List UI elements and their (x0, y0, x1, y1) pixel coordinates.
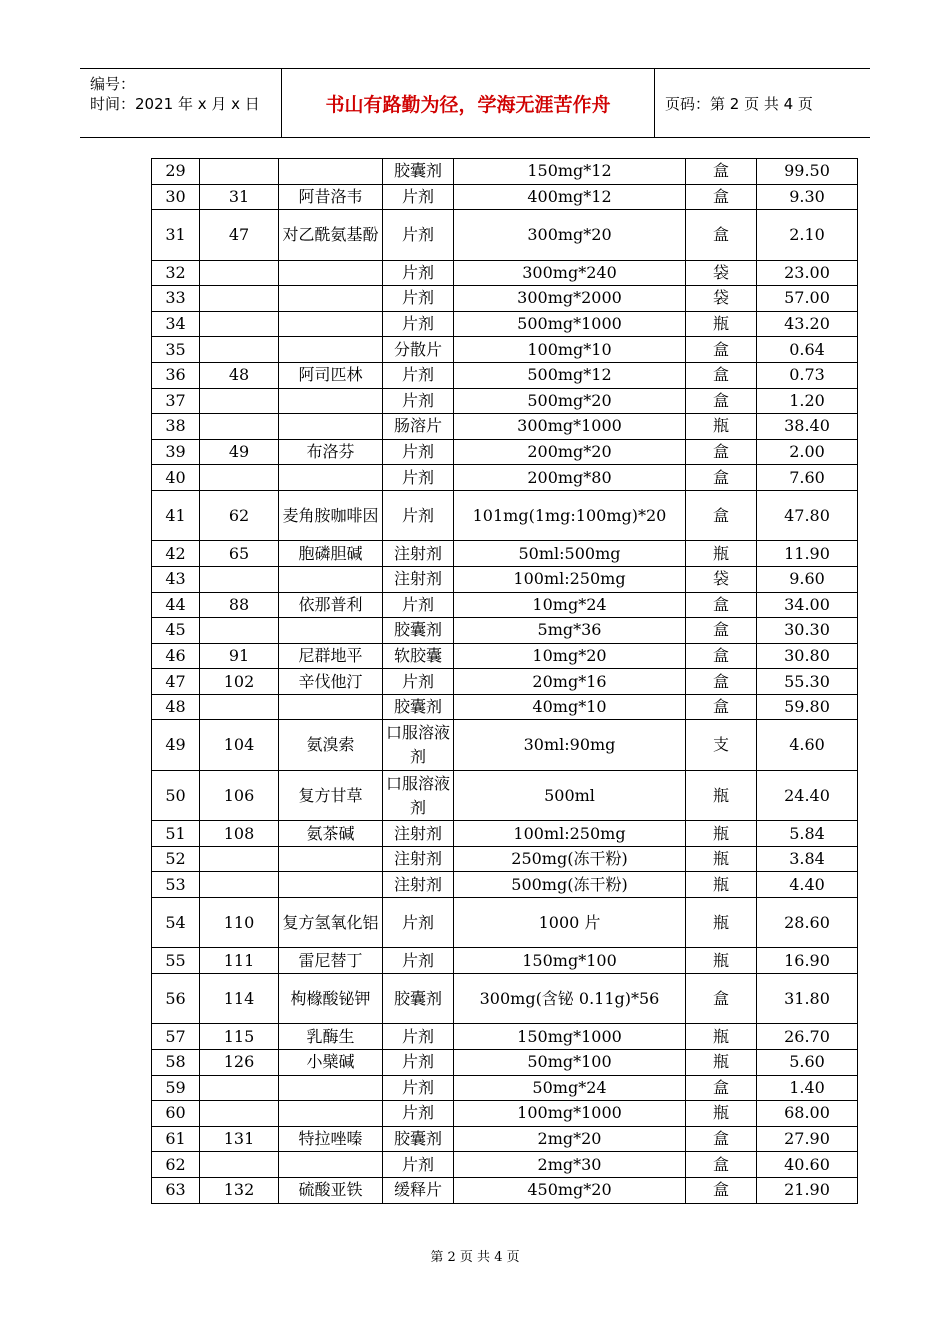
cell-unit: 盒 (686, 159, 757, 185)
cell-catalog-number: 104 (200, 720, 279, 770)
cell-drug-name (279, 618, 383, 644)
cell-drug-name: 对乙酰氨基酚 (279, 210, 383, 260)
cell-row-number: 44 (152, 592, 200, 618)
cell-specification: 300mg*20 (454, 210, 686, 260)
table-row (152, 490, 858, 540)
table-row (152, 414, 858, 440)
cell-row-number: 57 (152, 1024, 200, 1050)
cell-catalog-number (200, 1152, 279, 1178)
cell-row-number: 63 (152, 1177, 200, 1203)
cell-row-number: 51 (152, 821, 200, 847)
cell-specification: 10mg*20 (454, 643, 686, 669)
cell-price: 99.50 (757, 159, 858, 185)
cell-price: 9.60 (757, 566, 858, 592)
cell-price: 5.84 (757, 821, 858, 847)
cell-catalog-number (200, 1075, 279, 1101)
cell-catalog-number: 91 (200, 643, 279, 669)
header-page-info: 页码：第 2 页 共 4 页 (665, 94, 813, 113)
cell-specification: 500mg*20 (454, 388, 686, 414)
cell-catalog-number (200, 286, 279, 312)
cell-drug-name: 氨溴索 (279, 720, 383, 770)
cell-drug-name: 小檗碱 (279, 1050, 383, 1076)
page-footer: 第 2 页 共 4 页 (430, 1250, 520, 1265)
cell-price: 7.60 (757, 465, 858, 491)
table-row (152, 159, 858, 185)
cell-row-number: 50 (152, 770, 200, 820)
cell-dosage-form: 片剂 (383, 1152, 454, 1178)
cell-specification: 101mg(1mg:100mg)*20 (454, 490, 686, 540)
cell-unit: 盒 (686, 210, 757, 260)
table-row (152, 1177, 858, 1203)
cell-unit: 袋 (686, 566, 757, 592)
cell-catalog-number: 65 (200, 541, 279, 567)
drug-price-table (151, 158, 858, 1204)
cell-specification: 300mg*2000 (454, 286, 686, 312)
cell-row-number: 39 (152, 439, 200, 465)
cell-specification: 100mg*1000 (454, 1101, 686, 1127)
cell-price: 47.80 (757, 490, 858, 540)
cell-catalog-number: 62 (200, 490, 279, 540)
header-meta-cell (80, 69, 282, 137)
cell-dosage-form: 片剂 (383, 1075, 454, 1101)
table-row (152, 465, 858, 491)
cell-drug-name: 硫酸亚铁 (279, 1177, 383, 1203)
cell-dosage-form: 口服溶液剂 (383, 770, 454, 820)
cell-price: 55.30 (757, 669, 858, 695)
cell-catalog-number (200, 566, 279, 592)
cell-dosage-form: 胶囊剂 (383, 1126, 454, 1152)
table-row (152, 1024, 858, 1050)
cell-dosage-form: 片剂 (383, 592, 454, 618)
cell-catalog-number: 47 (200, 210, 279, 260)
cell-dosage-form: 注射剂 (383, 821, 454, 847)
cell-catalog-number (200, 465, 279, 491)
cell-drug-name (279, 311, 383, 337)
cell-dosage-form: 注射剂 (383, 541, 454, 567)
table-row (152, 1101, 858, 1127)
cell-unit: 盒 (686, 1152, 757, 1178)
cell-catalog-number (200, 388, 279, 414)
cell-price: 28.60 (757, 898, 858, 948)
cell-dosage-form: 片剂 (383, 898, 454, 948)
cell-row-number: 60 (152, 1101, 200, 1127)
cell-drug-name (279, 1152, 383, 1178)
cell-unit: 瓶 (686, 872, 757, 898)
cell-specification: 500mg(冻干粉) (454, 872, 686, 898)
cell-unit: 盒 (686, 974, 757, 1024)
cell-catalog-number: 49 (200, 439, 279, 465)
cell-row-number: 56 (152, 974, 200, 1024)
cell-drug-name: 氨茶碱 (279, 821, 383, 847)
cell-drug-name: 依那普利 (279, 592, 383, 618)
cell-row-number: 52 (152, 846, 200, 872)
cell-specification: 2mg*30 (454, 1152, 686, 1178)
cell-price: 68.00 (757, 1101, 858, 1127)
cell-drug-name: 特拉唑嗪 (279, 1126, 383, 1152)
cell-row-number: 45 (152, 618, 200, 644)
cell-specification: 50mg*100 (454, 1050, 686, 1076)
cell-dosage-form: 片剂 (383, 1050, 454, 1076)
cell-dosage-form: 胶囊剂 (383, 694, 454, 720)
cell-row-number: 34 (152, 311, 200, 337)
cell-row-number: 42 (152, 541, 200, 567)
cell-price: 2.00 (757, 439, 858, 465)
cell-drug-name: 枸橼酸铋钾 (279, 974, 383, 1024)
cell-drug-name: 雷尼替丁 (279, 948, 383, 974)
cell-unit: 盒 (686, 1126, 757, 1152)
cell-drug-name (279, 286, 383, 312)
cell-catalog-number: 111 (200, 948, 279, 974)
cell-specification: 250mg(冻干粉) (454, 846, 686, 872)
cell-unit: 盒 (686, 592, 757, 618)
cell-catalog-number (200, 337, 279, 363)
cell-row-number: 43 (152, 566, 200, 592)
header-motto: 书山有路勤为径，学海无涯苦作舟 (282, 69, 655, 137)
cell-price: 0.73 (757, 362, 858, 388)
cell-specification: 50mg*24 (454, 1075, 686, 1101)
cell-unit: 袋 (686, 260, 757, 286)
cell-drug-name (279, 566, 383, 592)
cell-unit: 瓶 (686, 1101, 757, 1127)
cell-specification: 10mg*24 (454, 592, 686, 618)
cell-specification: 200mg*80 (454, 465, 686, 491)
cell-drug-name (279, 1075, 383, 1101)
cell-unit: 瓶 (686, 311, 757, 337)
cell-drug-name (279, 337, 383, 363)
table-row (152, 1050, 858, 1076)
cell-price: 23.00 (757, 260, 858, 286)
table-row (152, 286, 858, 312)
cell-dosage-form: 片剂 (383, 184, 454, 210)
table-row (152, 974, 858, 1024)
cell-dosage-form: 片剂 (383, 210, 454, 260)
cell-drug-name (279, 260, 383, 286)
table-row (152, 184, 858, 210)
cell-specification: 5mg*36 (454, 618, 686, 644)
cell-drug-name: 阿昔洛韦 (279, 184, 383, 210)
cell-catalog-number: 102 (200, 669, 279, 695)
table-row (152, 311, 858, 337)
cell-unit: 瓶 (686, 898, 757, 948)
cell-specification: 300mg(含铋 0.11g)*56 (454, 974, 686, 1024)
table-row (152, 541, 858, 567)
cell-row-number: 55 (152, 948, 200, 974)
cell-specification: 50ml:500mg (454, 541, 686, 567)
cell-dosage-form: 注射剂 (383, 566, 454, 592)
table-row (152, 260, 858, 286)
cell-specification: 450mg*20 (454, 1177, 686, 1203)
cell-unit: 盒 (686, 669, 757, 695)
cell-catalog-number: 108 (200, 821, 279, 847)
cell-catalog-number: 31 (200, 184, 279, 210)
table-row (152, 1075, 858, 1101)
cell-dosage-form: 片剂 (383, 1024, 454, 1050)
cell-dosage-form: 片剂 (383, 490, 454, 540)
cell-dosage-form: 片剂 (383, 1101, 454, 1127)
cell-specification: 20mg*16 (454, 669, 686, 695)
cell-dosage-form: 肠溶片 (383, 414, 454, 440)
cell-price: 9.30 (757, 184, 858, 210)
table-row (152, 210, 858, 260)
cell-price: 16.90 (757, 948, 858, 974)
cell-drug-name: 麦角胺咖啡因 (279, 490, 383, 540)
cell-drug-name (279, 414, 383, 440)
cell-specification: 500ml (454, 770, 686, 820)
cell-catalog-number: 110 (200, 898, 279, 948)
cell-catalog-number: 126 (200, 1050, 279, 1076)
cell-price: 1.20 (757, 388, 858, 414)
cell-drug-name: 辛伐他汀 (279, 669, 383, 695)
cell-drug-name: 胞磷胆碱 (279, 541, 383, 567)
cell-drug-name: 复方氢氧化铝 (279, 898, 383, 948)
cell-unit: 瓶 (686, 541, 757, 567)
cell-catalog-number (200, 159, 279, 185)
cell-dosage-form: 胶囊剂 (383, 159, 454, 185)
cell-specification: 200mg*20 (454, 439, 686, 465)
table-row (152, 720, 858, 770)
cell-unit: 盒 (686, 439, 757, 465)
cell-specification: 500mg*1000 (454, 311, 686, 337)
table-row (152, 694, 858, 720)
table-row (152, 770, 858, 820)
cell-drug-name: 布洛芬 (279, 439, 383, 465)
cell-unit: 盒 (686, 618, 757, 644)
cell-price: 2.10 (757, 210, 858, 260)
cell-row-number: 41 (152, 490, 200, 540)
document-header (80, 68, 870, 138)
cell-specification: 150mg*12 (454, 159, 686, 185)
cell-price: 26.70 (757, 1024, 858, 1050)
cell-unit: 瓶 (686, 1024, 757, 1050)
cell-unit: 盒 (686, 337, 757, 363)
table-row (152, 669, 858, 695)
cell-drug-name (279, 465, 383, 491)
cell-price: 57.00 (757, 286, 858, 312)
table-row (152, 1152, 858, 1178)
cell-dosage-form: 胶囊剂 (383, 618, 454, 644)
cell-row-number: 37 (152, 388, 200, 414)
cell-row-number: 61 (152, 1126, 200, 1152)
cell-dosage-form: 片剂 (383, 669, 454, 695)
cell-catalog-number: 114 (200, 974, 279, 1024)
cell-dosage-form: 片剂 (383, 286, 454, 312)
cell-row-number: 38 (152, 414, 200, 440)
cell-catalog-number (200, 694, 279, 720)
cell-unit: 袋 (686, 286, 757, 312)
cell-unit: 盒 (686, 184, 757, 210)
cell-row-number: 36 (152, 362, 200, 388)
cell-drug-name (279, 694, 383, 720)
cell-price: 59.80 (757, 694, 858, 720)
table-row (152, 388, 858, 414)
cell-row-number: 33 (152, 286, 200, 312)
cell-row-number: 54 (152, 898, 200, 948)
cell-price: 27.90 (757, 1126, 858, 1152)
cell-dosage-form: 胶囊剂 (383, 974, 454, 1024)
cell-price: 3.84 (757, 846, 858, 872)
cell-drug-name (279, 159, 383, 185)
table-row (152, 846, 858, 872)
cell-price: 4.60 (757, 720, 858, 770)
cell-drug-name: 阿司匹林 (279, 362, 383, 388)
cell-specification: 30ml:90mg (454, 720, 686, 770)
table-row (152, 643, 858, 669)
cell-unit: 支 (686, 720, 757, 770)
cell-dosage-form: 片剂 (383, 388, 454, 414)
cell-dosage-form: 片剂 (383, 311, 454, 337)
cell-price: 4.40 (757, 872, 858, 898)
cell-dosage-form: 片剂 (383, 260, 454, 286)
cell-catalog-number: 88 (200, 592, 279, 618)
cell-price: 24.40 (757, 770, 858, 820)
cell-drug-name (279, 1101, 383, 1127)
cell-price: 1.40 (757, 1075, 858, 1101)
cell-price: 11.90 (757, 541, 858, 567)
table-row (152, 948, 858, 974)
table-row (152, 592, 858, 618)
cell-row-number: 47 (152, 669, 200, 695)
cell-unit: 盒 (686, 388, 757, 414)
cell-unit: 瓶 (686, 414, 757, 440)
cell-dosage-form: 注射剂 (383, 872, 454, 898)
cell-row-number: 35 (152, 337, 200, 363)
cell-drug-name: 乳酶生 (279, 1024, 383, 1050)
cell-row-number: 59 (152, 1075, 200, 1101)
cell-drug-name: 尼群地平 (279, 643, 383, 669)
cell-catalog-number (200, 311, 279, 337)
cell-specification: 150mg*1000 (454, 1024, 686, 1050)
cell-unit: 盒 (686, 465, 757, 491)
table-row (152, 872, 858, 898)
cell-dosage-form: 缓释片 (383, 1177, 454, 1203)
cell-drug-name: 复方甘草 (279, 770, 383, 820)
cell-unit: 瓶 (686, 948, 757, 974)
cell-unit: 盒 (686, 490, 757, 540)
table-row (152, 898, 858, 948)
number-label: 编号： (90, 75, 136, 93)
cell-row-number: 29 (152, 159, 200, 185)
table-row (152, 566, 858, 592)
table-row (152, 821, 858, 847)
cell-catalog-number: 48 (200, 362, 279, 388)
cell-catalog-number (200, 1101, 279, 1127)
cell-dosage-form: 软胶囊 (383, 643, 454, 669)
cell-dosage-form: 分散片 (383, 337, 454, 363)
cell-specification: 40mg*10 (454, 694, 686, 720)
cell-catalog-number: 131 (200, 1126, 279, 1152)
table-row (152, 1126, 858, 1152)
cell-row-number: 49 (152, 720, 200, 770)
cell-price: 0.64 (757, 337, 858, 363)
cell-dosage-form: 片剂 (383, 465, 454, 491)
table-row (152, 337, 858, 363)
cell-catalog-number (200, 260, 279, 286)
cell-row-number: 40 (152, 465, 200, 491)
cell-specification: 400mg*12 (454, 184, 686, 210)
cell-row-number: 31 (152, 210, 200, 260)
cell-dosage-form: 片剂 (383, 948, 454, 974)
cell-catalog-number: 115 (200, 1024, 279, 1050)
cell-row-number: 53 (152, 872, 200, 898)
cell-unit: 盒 (686, 362, 757, 388)
cell-unit: 盒 (686, 694, 757, 720)
cell-specification: 300mg*1000 (454, 414, 686, 440)
cell-drug-name (279, 388, 383, 414)
cell-price: 34.00 (757, 592, 858, 618)
cell-specification: 500mg*12 (454, 362, 686, 388)
cell-catalog-number (200, 872, 279, 898)
cell-unit: 盒 (686, 1177, 757, 1203)
cell-price: 40.60 (757, 1152, 858, 1178)
cell-specification: 300mg*240 (454, 260, 686, 286)
cell-catalog-number: 132 (200, 1177, 279, 1203)
cell-price: 31.80 (757, 974, 858, 1024)
cell-dosage-form: 片剂 (383, 362, 454, 388)
cell-specification: 100ml:250mg (454, 821, 686, 847)
cell-unit: 瓶 (686, 1050, 757, 1076)
table-row (152, 439, 858, 465)
cell-catalog-number: 106 (200, 770, 279, 820)
cell-specification: 150mg*100 (454, 948, 686, 974)
cell-dosage-form: 片剂 (383, 439, 454, 465)
table-row (152, 362, 858, 388)
cell-price: 21.90 (757, 1177, 858, 1203)
cell-unit: 瓶 (686, 846, 757, 872)
cell-specification: 1000 片 (454, 898, 686, 948)
cell-row-number: 30 (152, 184, 200, 210)
cell-price: 30.30 (757, 618, 858, 644)
cell-unit: 瓶 (686, 821, 757, 847)
cell-drug-name (279, 872, 383, 898)
cell-specification: 100mg*10 (454, 337, 686, 363)
cell-drug-name (279, 846, 383, 872)
cell-unit: 瓶 (686, 770, 757, 820)
cell-price: 30.80 (757, 643, 858, 669)
cell-unit: 盒 (686, 1075, 757, 1101)
cell-row-number: 48 (152, 694, 200, 720)
cell-row-number: 46 (152, 643, 200, 669)
cell-row-number: 58 (152, 1050, 200, 1076)
cell-unit: 盒 (686, 643, 757, 669)
table-row (152, 618, 858, 644)
cell-catalog-number (200, 846, 279, 872)
cell-price: 38.40 (757, 414, 858, 440)
cell-dosage-form: 注射剂 (383, 846, 454, 872)
cell-dosage-form: 口服溶液剂 (383, 720, 454, 770)
time-label: 时间：2021 年 x 月 x 日 (90, 95, 260, 113)
cell-specification: 100ml:250mg (454, 566, 686, 592)
cell-catalog-number (200, 414, 279, 440)
cell-catalog-number (200, 618, 279, 644)
cell-price: 43.20 (757, 311, 858, 337)
cell-row-number: 62 (152, 1152, 200, 1178)
cell-specification: 2mg*20 (454, 1126, 686, 1152)
cell-row-number: 32 (152, 260, 200, 286)
cell-price: 5.60 (757, 1050, 858, 1076)
